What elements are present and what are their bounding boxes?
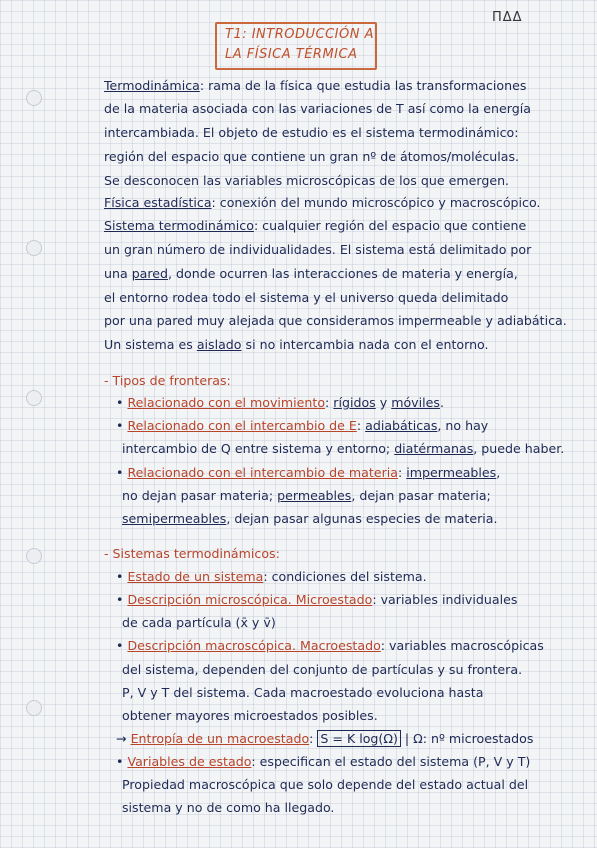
intro-line-6 — [104, 195, 540, 211]
sistema-item-entropia — [116, 731, 533, 747]
term-fisica-estadistica: Física estadística — [104, 195, 212, 210]
sistema-item-variables — [116, 754, 530, 770]
term-impermeables: impermeables — [406, 465, 497, 480]
sistema-item-estado — [116, 569, 427, 585]
title-box — [215, 22, 377, 70]
intro-line-8: un gran número de individualidades. El sistema está delimitado por — [104, 242, 532, 257]
text: una — [104, 266, 132, 281]
frontera-item-materia — [116, 465, 500, 481]
term-intercambio-materia: Relacionado con el intercambio de materia — [127, 465, 398, 480]
term-diatermanas: diatérmanas — [394, 441, 474, 456]
text: : — [356, 418, 366, 433]
text: : variables macroscópicas — [380, 638, 544, 653]
sistema-microscopica-line-2: de cada partícula (x̄ y v̄) — [122, 615, 276, 630]
text: → — [116, 731, 131, 746]
frontera-item-energia — [116, 418, 488, 434]
binder-hole — [26, 90, 42, 106]
frontera-materia-line-2 — [122, 488, 491, 504]
sistema-variables-line-2: Propiedad macroscópica que solo depende del estado actual del — [122, 777, 529, 792]
text: y — [375, 395, 392, 410]
text: • — [116, 418, 128, 433]
term-aislado: aislado — [196, 337, 242, 352]
frontera-item-movimiento — [116, 395, 444, 411]
intro-line-5: Se desconocen las variables microscópicas de los que emergen. — [104, 173, 510, 188]
text: : — [397, 465, 407, 480]
term-variables-estado: Variables de estado — [127, 754, 252, 769]
binder-hole — [26, 390, 42, 406]
term-estado-sistema: Estado de un sistema — [127, 569, 264, 584]
term-pared: pared — [131, 266, 169, 281]
frontera-energia-line-2 — [122, 441, 564, 457]
text: • — [116, 754, 128, 769]
sistema-item-microscopica — [116, 592, 517, 608]
term-permeables: permeables — [277, 488, 352, 503]
term-adiabaticas: adiabáticas — [365, 418, 438, 433]
term-semipermeables: semipermeables — [122, 511, 227, 526]
intro-line-2: de la materia asociada con las variaciones de T así como la energía — [104, 101, 531, 116]
text: intercambio de Q entre sistema y entorno; — [122, 441, 395, 456]
binder-hole — [26, 548, 42, 564]
section-heading-sistemas: - Sistemas termodinámicos: — [104, 546, 280, 561]
sistema-macroscopica-line-3: P, V y T del sistema. Cada macroestado evoluciona hasta — [122, 685, 484, 700]
text: : condiciones del sistema. — [263, 569, 427, 584]
text: , no hay — [437, 418, 489, 433]
sistema-item-macroscopica — [116, 638, 544, 654]
text: • — [116, 395, 128, 410]
intro-line-4: región del espacio que contiene un gran nº de átomos/moléculas. — [104, 149, 520, 164]
section-heading-fronteras: - Tipos de fronteras: — [104, 373, 231, 388]
text: • — [116, 465, 128, 480]
term-intercambio-e: Relacionado con el intercambio de E — [127, 418, 357, 433]
text: , dejan pasar materia; — [351, 488, 491, 503]
title-line-1: T1: INTRODUCCIÓN A — [225, 27, 374, 42]
intro-line-12 — [104, 337, 489, 353]
sistema-macroscopica-line-4: obtener mayores microestados posibles. — [122, 708, 378, 723]
term-movimiento: Relacionado con el movimiento — [127, 395, 326, 410]
entropy-formula: S = K log(Ω) — [317, 730, 400, 747]
intro-line-9 — [104, 266, 518, 282]
text: : conexión del mundo microscópico y macroscópico. — [211, 195, 541, 210]
binder-hole — [26, 700, 42, 716]
text: : variables individuales — [372, 592, 518, 607]
text: | Ω: nº microestados — [400, 731, 534, 746]
sistema-variables-line-3: sistema y no de como ha llegado. — [122, 800, 335, 815]
text: , dejan pasar algunas especies de materia. — [226, 511, 498, 526]
frontera-materia-line-3 — [122, 511, 498, 527]
intro-line-1 — [104, 78, 526, 94]
text: , donde ocurren las interacciones de materia y energía, — [168, 266, 518, 281]
text: no dejan pasar materia; — [122, 488, 278, 503]
text: : rama de la física que estudia las transformaciones — [199, 78, 527, 93]
binder-hole — [26, 240, 42, 256]
term-microestado: Descripción microscópica. Microestado — [127, 592, 373, 607]
text: , puede haber. — [473, 441, 565, 456]
text: : cualquier región del espacio que contiene — [253, 218, 527, 233]
term-moviles: móviles — [391, 395, 440, 410]
intro-line-10: el entorno rodea todo el sistema y el universo queda delimitado — [104, 290, 509, 305]
term-macroestado: Descripción macroscópica. Macroestado — [127, 638, 381, 653]
intro-line-11: por una pared muy alejada que consideramos impermeable y adiabática. — [104, 313, 567, 328]
text: : — [325, 395, 334, 410]
term-rigidos: rígidos — [333, 395, 376, 410]
intro-line-7 — [104, 218, 526, 234]
text: Un sistema es — [104, 337, 197, 352]
text: • — [116, 592, 128, 607]
text: : especifican el estado del sistema (P, V y T) — [251, 754, 531, 769]
text: • — [116, 638, 128, 653]
term-sistema-termodinamico: Sistema termodinámico — [104, 218, 254, 233]
title-line-2: LA FÍSICA TÉRMICA — [225, 47, 358, 62]
text: . — [439, 395, 444, 410]
sistema-macroscopica-line-2: del sistema, dependen del conjunto de partículas y su frontera. — [122, 662, 523, 677]
term-termodinamica: Termodinámica — [104, 78, 200, 93]
text: , — [496, 465, 501, 480]
text: • — [116, 569, 128, 584]
corner-tag: ΠΔΔ — [492, 10, 523, 25]
text: : — [309, 731, 318, 746]
text: si no intercambia nada con el entorno. — [241, 337, 489, 352]
intro-line-3: intercambiada. El objeto de estudio es el sistema termodinámico: — [104, 125, 519, 140]
term-entropia: Entropía de un macroestado — [130, 731, 310, 746]
